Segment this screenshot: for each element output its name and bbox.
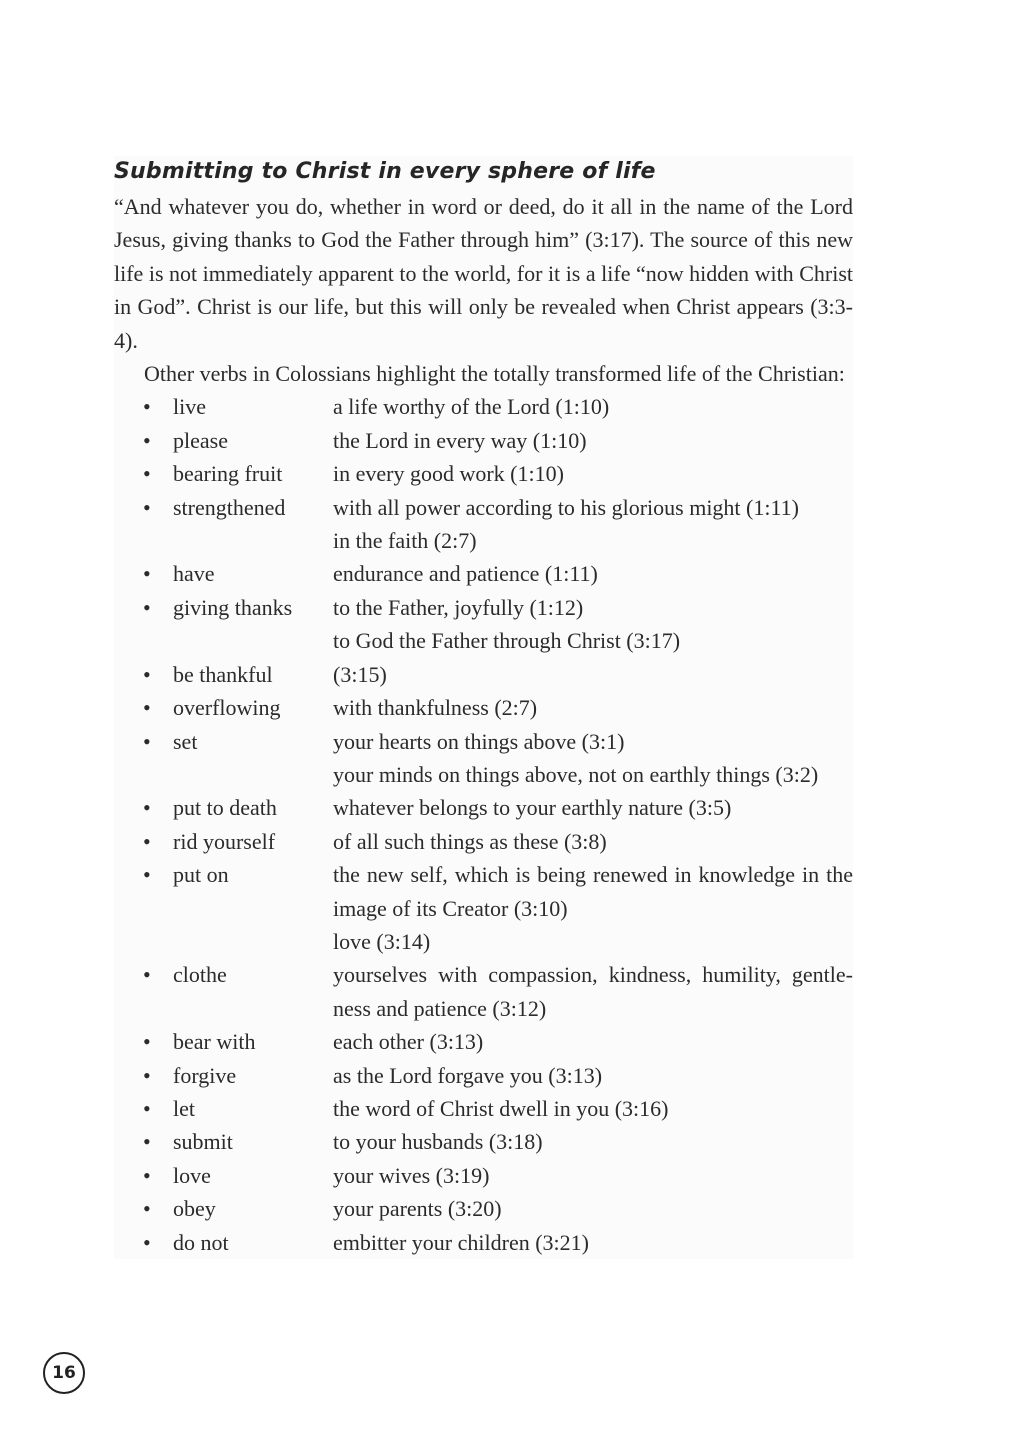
verb-objects [333,1025,853,1058]
verb-list-item [114,1159,853,1192]
verb-list-item [114,1226,853,1259]
verb-term: have [173,561,215,587]
verb-term: bearing fruit [173,461,283,487]
verb-objects [333,1125,853,1158]
verb-objects [333,658,853,691]
verb-object-text: to the Father, joyfully (1:12) [333,594,584,620]
verb-list-item [114,691,853,724]
verb-term: let [173,1095,195,1121]
verb-term: clothe [173,962,227,988]
verb-list-item [114,658,853,691]
verb-term: live [173,394,206,420]
verb-object-text: yourselves with compassion, kindness, humility, gentle-ness and patience (3:12) [333,962,853,1021]
verb-term: submit [173,1129,233,1155]
verb-object-text: of all such things as these (3:8) [333,828,607,854]
page-number: 16 [43,1352,85,1394]
verb-objects [333,825,853,858]
verb-list-item [114,1192,853,1225]
verb-term: overflowing [173,695,281,721]
verb-list-item [114,424,853,457]
verb-objects [333,390,853,423]
verb-term: put to death [173,795,277,821]
verb-object-text: in every good work (1:10) [333,461,564,487]
bullet-mark: • [143,461,151,487]
verb-object-text: to your husbands (3:18) [333,1129,543,1155]
verb-objects [333,691,853,724]
bullet-mark: • [143,1129,151,1155]
verb-object-text: embitter your children (3:21) [333,1229,589,1255]
bullet-mark: • [143,1229,151,1255]
verb-list-item [114,491,853,558]
verb-term: do not [173,1229,229,1255]
bullet-mark: • [143,1062,151,1088]
verb-list-item [114,457,853,490]
verb-term: bear with [173,1029,256,1055]
bullet-mark: • [143,962,151,988]
verb-objects [333,725,853,792]
verb-object-text: (3:15) [333,661,387,687]
bullet-mark: • [143,828,151,854]
bullet-mark: • [143,695,151,721]
verb-object-text: your wives (3:19) [333,1162,490,1188]
verb-list-item [114,1025,853,1058]
verb-object-text: the new self, which is being renewed in knowledge in the image of its Creator (3:10) [333,862,853,921]
verb-object-text: whatever belongs to your earthly nature (3:5) [333,795,732,821]
verb-list-item [114,725,853,792]
verb-objects [333,491,853,558]
verb-list-item [114,557,853,590]
bullet-mark: • [143,427,151,453]
bullet-mark: • [143,1095,151,1121]
bullet-mark: • [143,1029,151,1055]
verb-object-text: the Lord in every way (1:10) [333,427,587,453]
bullet-mark: • [143,661,151,687]
verb-objects [333,958,853,1025]
verb-objects [333,557,853,590]
verb-term: giving thanks [173,594,293,620]
verb-term: rid yourself [173,828,276,854]
verb-term: put on [173,862,229,888]
bullet-mark: • [143,1162,151,1188]
verb-object-text: as the Lord forgave you (3:13) [333,1062,603,1088]
verb-term: forgive [173,1062,237,1088]
verb-term: obey [173,1196,216,1222]
verb-object-text: love (3:14) [333,928,431,954]
verb-object-text: with thankfulness (2:7) [333,695,538,721]
page-content [114,156,853,1259]
verb-objects [333,1192,853,1225]
verbs-intro-paragraph: Other verbs in Colossians highlight the totally transformed life of the Christian: [144,361,845,387]
verb-object-text: to God the Father through Christ (3:17) [333,628,681,654]
verb-object-text: your hearts on things above (3:1) [333,728,625,754]
verb-objects [333,791,853,824]
verb-object-text: your parents (3:20) [333,1196,502,1222]
verb-object-text: endurance and patience (1:11) [333,561,598,587]
verb-term: strengthened [173,494,286,520]
verb-list-item [114,390,853,423]
verb-objects [333,1226,853,1259]
bullet-mark: • [143,594,151,620]
verb-list-item [114,1092,853,1125]
verb-list-item [114,1059,853,1092]
verb-objects [333,1092,853,1125]
verb-list-item [114,958,853,1025]
verb-object-text: with all power according to his glorious might (1:11) [333,494,799,520]
verb-object-text: a life worthy of the Lord (1:10) [333,394,610,420]
verb-objects [333,1059,853,1092]
verb-object-text: in the faith (2:7) [333,528,477,554]
bullet-mark: • [143,728,151,754]
bullet-mark: • [143,1196,151,1222]
verb-term: love [173,1162,211,1188]
verb-object-text: the word of Christ dwell in you (3:16) [333,1095,669,1121]
verb-list-item [114,1125,853,1158]
verb-term: be thankful [173,661,273,687]
verb-object-text: each other (3:13) [333,1029,484,1055]
bullet-mark: • [143,862,151,888]
bullet-mark: • [143,795,151,821]
verb-list-item [114,858,853,958]
verb-objects [333,424,853,457]
verb-objects [333,457,853,490]
bullet-mark: • [143,494,151,520]
intro-paragraph: “And whatever you do, whether in word or deed, do it all in the name of the Lord Jesus, giving thanks to God the Father through him” (3:17). The source of this new life is not immediately apparent to the world, for it is a life “now hidden with Christ in God”. Christ is our life, but this will only be revealed when Christ appears (3:3-4). [114,194,853,353]
verb-objects [333,591,853,658]
verb-list-item [114,825,853,858]
bullet-mark: • [143,394,151,420]
verb-term: please [173,427,228,453]
verb-list-item [114,791,853,824]
section-heading: Submitting to Christ in every sphere of life [114,159,656,184]
verb-term: set [173,728,198,754]
verb-objects [333,1159,853,1192]
verb-list-item [114,591,853,658]
bullet-mark: • [143,561,151,587]
verb-object-text: your minds on things above, not on earthly things (3:2) [333,761,819,787]
verb-list [114,390,853,1259]
verb-objects [333,858,853,958]
